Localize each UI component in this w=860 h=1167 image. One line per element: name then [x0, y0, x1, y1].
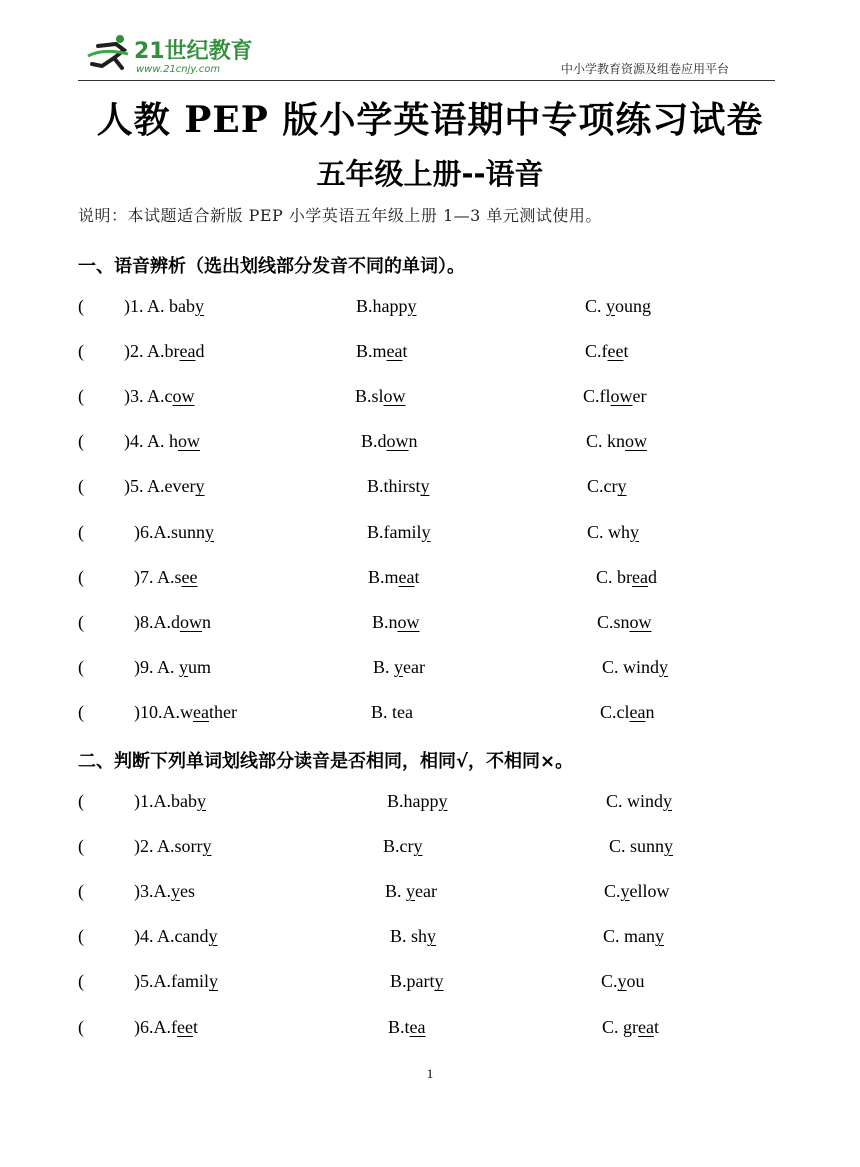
answer-blank[interactable]: ( [78, 521, 84, 542]
option-a: )6.A.sunny [134, 521, 214, 542]
option-a: )2. A.sorry [134, 836, 212, 857]
option-b: B.now [372, 611, 420, 632]
question-row [78, 1017, 778, 1043]
question-row [78, 431, 778, 457]
option-b: B.tea [388, 1016, 426, 1037]
platform-name: 中小学教育资源及组卷应用平台 [560, 62, 729, 76]
question-row [78, 476, 778, 502]
svg-text:21世纪教育: 21世纪教育 [134, 39, 253, 64]
question-row [78, 612, 778, 638]
option-b: B.thirsty [367, 476, 430, 497]
page-header [78, 30, 775, 81]
option-a: )7. A.see [134, 566, 198, 587]
answer-blank[interactable]: ( [78, 566, 84, 587]
answer-blank[interactable]: ( [78, 386, 84, 407]
option-c: C. windy [602, 656, 669, 677]
option-a: )6.A.feet [134, 1016, 198, 1037]
section1-title: 一、语音辨析（选出划线部分发音不同的单词）。 [78, 256, 465, 277]
option-a: )5.A.family [134, 971, 218, 992]
svg-text:www.21cnjy.com: www.21cnjy.com [136, 64, 221, 75]
question-row [78, 386, 778, 412]
option-c: C.snow [597, 611, 652, 632]
option-b: B.slow [355, 386, 406, 407]
answer-blank[interactable]: ( [78, 1016, 84, 1037]
option-c: C. windy [606, 791, 673, 811]
question-row [78, 702, 778, 728]
option-c: C. why [587, 521, 640, 542]
answer-blank[interactable]: ( [78, 656, 84, 677]
option-a: )10.A.weather [134, 701, 237, 722]
question-row [78, 836, 778, 862]
answer-blank[interactable]: ( [78, 476, 84, 497]
answer-blank[interactable]: ( [78, 611, 84, 632]
answer-blank[interactable]: ( [78, 836, 84, 857]
option-a: )3.A.yes [134, 881, 195, 902]
option-c: C. sunny [609, 836, 674, 857]
option-a: )4. A.candy [134, 926, 218, 947]
option-c: C.clean [600, 701, 655, 722]
option-a: )4. A. how [124, 431, 200, 452]
option-a: )8.A.down [134, 611, 211, 632]
question-row [78, 791, 778, 817]
option-c: C. know [586, 431, 648, 452]
question-row [78, 522, 778, 548]
option-b: B.happy [387, 791, 448, 811]
instructions-note: 说明：本试题适合新版 PEP 小学英语五年级上册 1—3 单元测试使用。 [78, 206, 602, 225]
option-c: C.yellow [604, 881, 670, 902]
option-a: )5. A.every [124, 476, 205, 497]
option-b: B.meat [368, 566, 420, 587]
option-b: B.down [361, 431, 418, 452]
option-c: C.feet [585, 341, 629, 362]
question-row [78, 296, 778, 322]
logo-21cnjy [84, 32, 259, 76]
answer-blank[interactable]: ( [78, 971, 84, 992]
question-row [78, 341, 778, 367]
option-b: B.meat [356, 341, 408, 362]
question-row [78, 926, 778, 952]
option-a: )1. A. baby [124, 296, 204, 316]
option-c: C.cry [587, 476, 627, 497]
option-b: B.cry [383, 836, 423, 857]
option-b: B.family [367, 521, 431, 542]
option-c: C. many [603, 926, 664, 947]
option-c: C. great [602, 1016, 659, 1037]
question-row [78, 567, 778, 593]
question-row [78, 657, 778, 683]
section2-title: 二、判断下列单词划线部分读音是否相同，相同√，不相同×。 [78, 751, 574, 772]
option-b: B. year [385, 881, 437, 902]
option-a: )1.A.baby [134, 791, 206, 811]
question-row [78, 881, 778, 907]
answer-blank[interactable]: ( [78, 881, 84, 902]
option-b: B. year [373, 656, 425, 677]
option-c: C. bread [596, 566, 657, 587]
page-number: 1 [426, 1066, 434, 1081]
answer-blank[interactable]: ( [78, 296, 84, 316]
option-c: C. young [585, 296, 652, 316]
option-b: B. tea [371, 701, 413, 722]
option-a: )2. A.bread [124, 341, 205, 362]
option-b: B.happy [356, 296, 417, 316]
page-title: 人教 PEP 版小学英语期中专项练习试卷 [96, 99, 764, 141]
option-b: B.party [390, 971, 444, 992]
option-a: )9. A. yum [134, 656, 212, 677]
option-c: C.you [601, 971, 645, 992]
option-b: B. shy [390, 926, 437, 947]
answer-blank[interactable]: ( [78, 791, 84, 811]
answer-blank[interactable]: ( [78, 926, 84, 947]
answer-blank[interactable]: ( [78, 341, 84, 362]
option-a: )3. A.cow [124, 386, 195, 407]
question-row [78, 971, 778, 997]
answer-blank[interactable]: ( [78, 701, 84, 722]
answer-blank[interactable]: ( [78, 431, 84, 452]
option-c: C.flower [583, 386, 647, 407]
page-subtitle: 五年级上册--语音 [316, 157, 544, 191]
